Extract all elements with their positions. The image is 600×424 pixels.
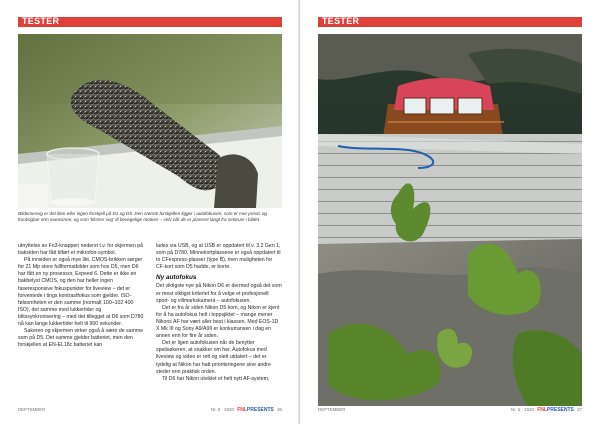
subheading: Ny autofokus	[156, 274, 197, 282]
glass	[47, 148, 99, 206]
paragraph: utnyttelse av Fn3-knappen nederst t.v. for skjermen på baksiden har fått tilført et mikrofon-symbol.	[18, 243, 144, 257]
cactus-photo	[18, 34, 282, 208]
cactus-image	[18, 34, 282, 208]
magazine-logo: FNLPRESENTS	[537, 407, 574, 413]
page-number: 36	[277, 407, 282, 412]
text-column-2	[156, 243, 282, 383]
issue-text: Nr. 5 · 2020	[211, 407, 234, 412]
paragraph: Det er fra år siden Nikon D5 kom, og Nikon er kjent for å ha autofokus helt i toppsjiktet – mange mener Nikons AF har vært aller best i klassen. Med EOS-1D X Mk III og Sony A9/A9II er konkurransen i dag en annen enn for fire år siden.	[156, 304, 280, 340]
section-label-right: TESTER	[322, 16, 360, 26]
paragraph: Det viktigste nye på Nikon D6 er dermed også det som er mest viktigst kriteriet for å velge et profesjonelt sport- og villmarkskamera – autofokusen.	[156, 283, 282, 304]
right-page	[300, 0, 600, 424]
paragraph: Det er ligen autofokusen når de benytter speilsøkeren, at snakker om her. Autofokus med liveview og video er rett og slett utdatert – det er tydelig at Nikon har hatt prioriteringene sine andre steder enn praktisk orden.	[156, 340, 271, 375]
photo-caption: Bildemessig er det liten eller ingen forskjell på D1 og D5. Den største forskjellen ligger i autofokusen, som er mer presis og forutsigbar enn noensinne, og som 'klistrer seg' til bevegelige motiver – selv når de er plassert langt fra sentrum i bildet.	[18, 211, 267, 222]
paragraph: lades via USB, og at USB er oppdatert til v. 3.2 Gen 1, som på D780. Minnekortplassene er også oppdatert til to CFexpress-plasser (type B), men muligheten for CF-kort som D5 hadde, er borte.	[156, 243, 281, 271]
boat-image	[318, 34, 582, 406]
boat-dock-photo	[318, 34, 582, 406]
footer-month: DEPTEMBER	[318, 407, 346, 412]
footer-month: DEPTEMBER	[18, 407, 46, 412]
section-label-left: TESTER	[22, 16, 60, 26]
issue-text: Nr. 5 · 2020	[511, 407, 534, 412]
section-bar-left	[18, 17, 282, 27]
page-number: 37	[577, 407, 582, 412]
section-bar-right	[318, 17, 582, 27]
paragraph: Sakeren og skjermen virker også å være de samme som på D5. Det samme gjelder batteriet, men den forskjellen at EN-EL18c batteriet kan	[18, 328, 144, 349]
footer-issue	[511, 407, 582, 413]
footer-right-page	[318, 405, 582, 415]
magazine-logo: FNLPRESENTS	[237, 407, 274, 413]
paragraph: Til D6 har Nikon utviklet et helt nytt AF-system,	[162, 375, 270, 382]
text-column-1	[18, 243, 144, 349]
footer-left-page	[18, 405, 282, 415]
paragraph: På innsiden er også mye likt. CMOS-brikken sørger for 21 Mp store fullformatbilder som hos D5, men D6 har fått en ny prosessor, Expeed 6. Dette er ikke en bakbelyst CMOS, og den har heller ingen faseresponsive fokuspunkter for liveview – det er forventede i tings kontrastfokus som gjelder. ISO-følsomheten er den samme (normalt 100–102 400 ISO), det samme med lukkertider og blitssynkronisering – med det tillegget at D6 som D780 nå kan lange lukkertider helt til 900 sekunder.	[18, 257, 144, 328]
footer-issue	[211, 407, 282, 413]
